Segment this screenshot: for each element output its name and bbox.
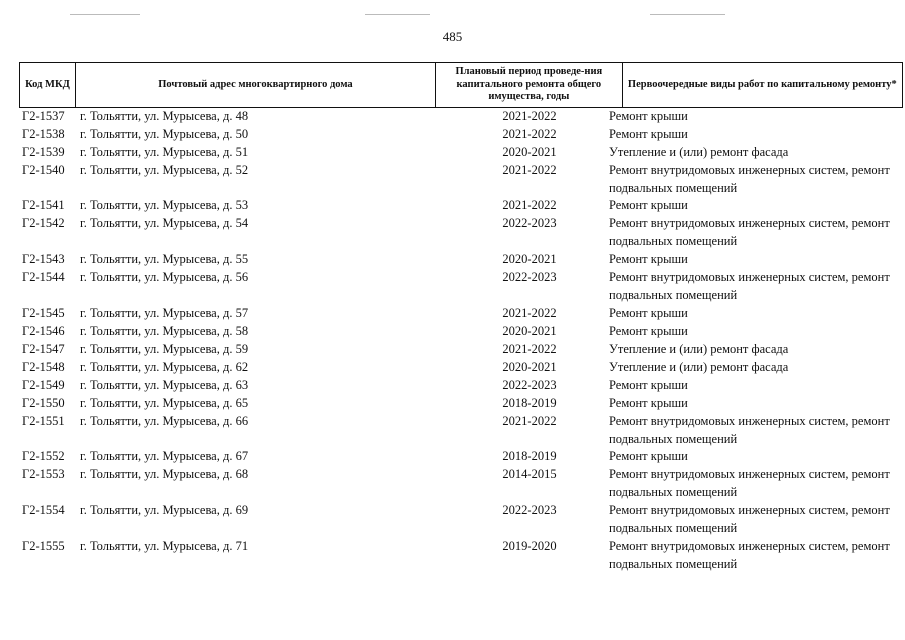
row-works: Ремонт внутридомовых инженерных систем, ремонт подвальных помещений: [609, 467, 890, 499]
row-period: 2018-2019: [502, 449, 557, 463]
row-address: г. Тольятти, ул. Мурысева, д. 51: [80, 145, 249, 159]
row-works: Утепление и (или) ремонт фасада: [609, 145, 789, 159]
row-period: 2020-2021: [502, 324, 557, 338]
row-works: Ремонт внутридомовых инженерных систем, ремонт подвальных помещений: [609, 503, 890, 535]
row-period: 2018-2019: [502, 396, 557, 410]
row-works: Ремонт крыши: [609, 252, 688, 266]
row-period: 2014-2015: [502, 467, 557, 481]
row-works: Ремонт крыши: [609, 324, 688, 338]
row-period: 2022-2023: [502, 503, 557, 517]
row-address: г. Тольятти, ул. Мурысева, д. 68: [80, 467, 249, 481]
row-address: г. Тольятти, ул. Мурысева, д. 67: [80, 449, 249, 463]
row-code: Г2-1547: [22, 342, 65, 356]
row-address: г. Тольятти, ул. Мурысева, д. 58: [80, 324, 249, 338]
row-works: Ремонт крыши: [609, 306, 688, 320]
row-period: 2021-2022: [502, 109, 557, 123]
row-period: 2021-2022: [502, 163, 557, 177]
page-number: 485: [442, 29, 463, 44]
row-works: Утепление и (или) ремонт фасада: [609, 360, 789, 374]
row-works: Утепление и (или) ремонт фасада: [609, 342, 789, 356]
row-period: 2021-2022: [502, 306, 557, 320]
header-address: Почтовый адрес многоквартирного дома: [76, 63, 436, 107]
row-address: г. Тольятти, ул. Мурысева, д. 71: [80, 539, 249, 553]
header-period: Плановый период проведе-ния капитального ремонта общего имущества, годы: [436, 63, 623, 107]
row-address: г. Тольятти, ул. Мурысева, д. 48: [80, 109, 249, 123]
row-period: 2022-2023: [502, 378, 557, 392]
row-address: г. Тольятти, ул. Мурысева, д. 62: [80, 360, 249, 374]
table-header: [19, 62, 903, 108]
row-address: г. Тольятти, ул. Мурысева, д. 65: [80, 396, 249, 410]
scan-artifact: [365, 14, 430, 15]
row-address: г. Тольятти, ул. Мурысева, д. 55: [80, 252, 249, 266]
row-works: Ремонт крыши: [609, 127, 688, 141]
row-period: 2021-2022: [502, 198, 557, 212]
row-code: Г2-1538: [22, 127, 65, 141]
row-period: 2020-2021: [502, 252, 557, 266]
row-code: Г2-1552: [22, 449, 65, 463]
row-code: Г2-1551: [22, 414, 65, 428]
row-address: г. Тольятти, ул. Мурысева, д. 63: [80, 378, 249, 392]
row-code: Г2-1549: [22, 378, 65, 392]
row-period: 2022-2023: [502, 270, 557, 284]
row-address: г. Тольятти, ул. Мурысева, д. 69: [80, 503, 249, 517]
row-code: Г2-1548: [22, 360, 65, 374]
row-code: Г2-1537: [22, 109, 65, 123]
row-address: г. Тольятти, ул. Мурысева, д. 53: [80, 198, 249, 212]
row-code: Г2-1540: [22, 163, 65, 177]
row-period: 2020-2021: [502, 145, 557, 159]
row-period: 2021-2022: [502, 414, 557, 428]
scan-artifact: [70, 14, 140, 15]
row-code: Г2-1542: [22, 216, 65, 230]
row-code: Г2-1553: [22, 467, 65, 481]
row-works: Ремонт внутридомовых инженерных систем, ремонт подвальных помещений: [609, 539, 890, 571]
row-works: Ремонт внутридомовых инженерных систем, ремонт подвальных помещений: [609, 163, 890, 195]
row-code: Г2-1546: [22, 324, 65, 338]
row-period: 2022-2023: [502, 216, 557, 230]
row-works: Ремонт внутридомовых инженерных систем, ремонт подвальных помещений: [609, 414, 890, 446]
row-address: г. Тольятти, ул. Мурысева, д. 54: [80, 216, 249, 230]
row-address: г. Тольятти, ул. Мурысева, д. 66: [80, 414, 249, 428]
row-code: Г2-1543: [22, 252, 65, 266]
row-code: Г2-1555: [22, 539, 65, 553]
row-code: Г2-1554: [22, 503, 65, 517]
row-period: 2020-2021: [502, 360, 557, 374]
row-works: Ремонт крыши: [609, 109, 688, 123]
row-works: Ремонт крыши: [609, 449, 688, 463]
row-works: Ремонт крыши: [609, 198, 688, 212]
row-period: 2021-2022: [502, 127, 557, 141]
scan-artifact: [650, 14, 725, 15]
row-works: Ремонт внутридомовых инженерных систем, ремонт подвальных помещений: [609, 216, 890, 248]
row-address: г. Тольятти, ул. Мурысева, д. 50: [80, 127, 249, 141]
row-works: Ремонт внутридомовых инженерных систем, ремонт подвальных помещений: [609, 270, 890, 302]
row-address: г. Тольятти, ул. Мурысева, д. 57: [80, 306, 249, 320]
row-period: 2021-2022: [502, 342, 557, 356]
row-code: Г2-1544: [22, 270, 65, 284]
row-code: Г2-1550: [22, 396, 65, 410]
row-period: 2019-2020: [502, 539, 557, 553]
header-works: Первоочередные виды работ по капитальному ремонту*: [627, 78, 897, 90]
row-address: г. Тольятти, ул. Мурысева, д. 59: [80, 342, 249, 356]
header-code: Код МКД: [20, 63, 76, 107]
row-works: Ремонт крыши: [609, 378, 688, 392]
row-address: г. Тольятти, ул. Мурысева, д. 52: [80, 163, 249, 177]
row-address: г. Тольятти, ул. Мурысева, д. 56: [80, 270, 249, 284]
row-code: Г2-1539: [22, 145, 65, 159]
row-code: Г2-1545: [22, 306, 65, 320]
row-works: Ремонт крыши: [609, 396, 688, 410]
row-code: Г2-1541: [22, 198, 65, 212]
